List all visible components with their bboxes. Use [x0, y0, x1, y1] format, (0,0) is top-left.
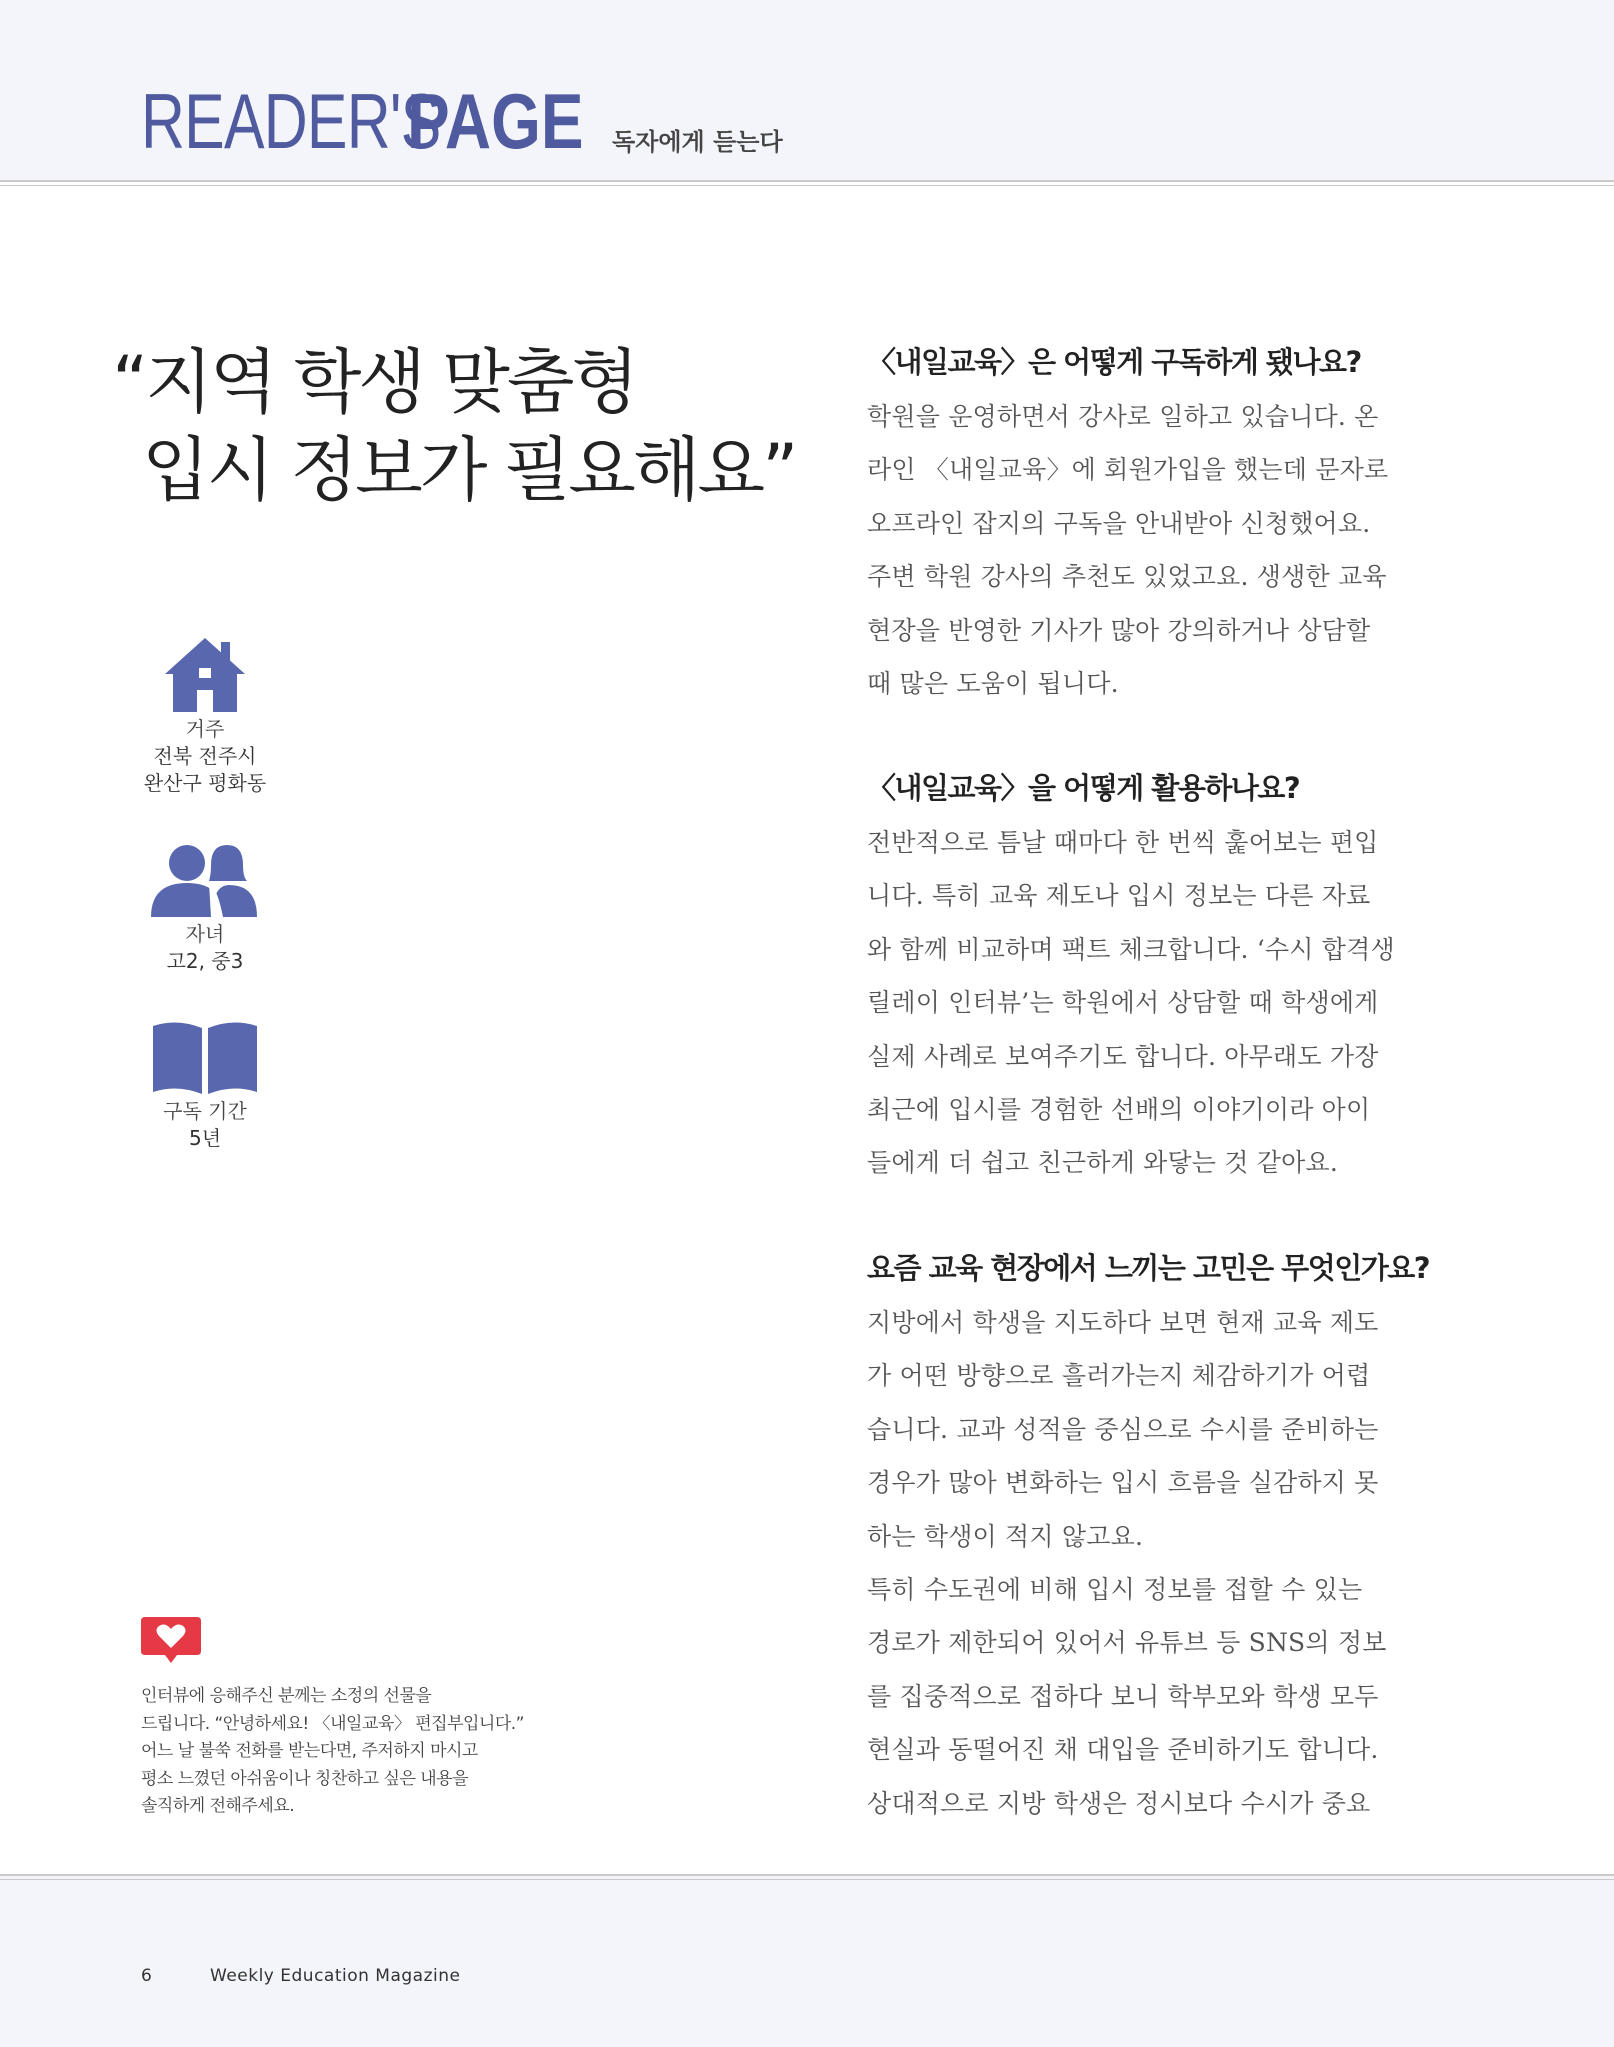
note-line: 평소 느꼈던 아쉬움이나 칭찬하고 싶은 내용을: [141, 1768, 469, 1789]
answer-line: 가 어떤 방향으로 흘러가는지 체감하기가 어렵: [867, 1361, 1371, 1391]
footer-divider-thin: [0, 1879, 1614, 1880]
header-divider-thin: [0, 185, 1614, 186]
answer-line: 경우가 많아 변화하는 입시 흐름을 실감하지 못: [867, 1468, 1379, 1498]
qa-section-2: [867, 768, 1447, 1190]
house-icon: [165, 638, 245, 712]
answer-line: 실제 사례로 보여주기도 합니다. 아무래도 가장: [867, 1041, 1379, 1071]
profile-subscription: [125, 1020, 285, 1152]
section-title-light: READER'S: [141, 77, 441, 165]
headline-line-2: 입시 정보가 필요해요”: [142, 429, 796, 511]
answer-line: 오프라인 잡지의 구독을 안내받아 신청했어요.: [867, 508, 1371, 538]
answer-line: 릴레이 인터뷰’는 학원에서 상담할 때 학생에게: [867, 988, 1379, 1018]
qa-section-1: [867, 342, 1447, 710]
people-icon: [151, 843, 259, 917]
magazine-name: Weekly Education Magazine: [210, 1966, 461, 1986]
headline-line-1: “지역 학생 맞춤형: [112, 341, 637, 423]
profile-children: [125, 843, 285, 975]
answer-line: 상대적으로 지방 학생은 정시보다 수시가 중요: [867, 1788, 1371, 1818]
answer-line: 라인 〈내일교육〉에 회원가입을 했는데 문자로: [867, 455, 1389, 485]
note-line: 솔직하게 전해주세요.: [141, 1796, 295, 1816]
answer-line: 현실과 동떨어진 채 대입을 준비하기도 합니다.: [867, 1735, 1379, 1765]
answer-line: 때 많은 도움이 됩니다.: [867, 669, 1119, 699]
page-number: 6: [141, 1966, 152, 1986]
book-icon: [151, 1020, 259, 1094]
page-footer: [0, 1874, 1614, 2047]
residence-label: 거주: [185, 717, 225, 741]
qa-answer: [867, 1296, 1447, 1830]
qa-section-3: [867, 1248, 1447, 1830]
answer-line: 학원을 운영하면서 강사로 일하고 있습니다. 온: [867, 402, 1379, 431]
qa-answer: [867, 816, 1447, 1190]
qa-question: 〈내일교육〉을 어떻게 활용하나요?: [867, 771, 1300, 805]
header-divider: [0, 180, 1614, 182]
answer-line: 습니다. 교과 성적을 중심으로 수시를 준비하는: [867, 1414, 1379, 1444]
qa-question: 요즘 교육 현장에서 느끼는 고민은 무엇인가요?: [867, 1251, 1430, 1285]
interview-note: [141, 1683, 541, 1821]
qa-answer: [867, 390, 1447, 710]
answer-line: 하는 학생이 적지 않고요.: [867, 1521, 1144, 1551]
children-value: 고2, 중3: [166, 949, 244, 973]
answer-line: 와 함께 비교하며 팩트 체크합니다. ‘수시 합격생: [867, 934, 1395, 964]
answer-line: 들에게 더 쉽고 친근하게 와닿는 것 같아요.: [867, 1148, 1338, 1178]
children-label: 자녀: [185, 922, 225, 946]
note-line: 드립니다. “안녕하세요! 〈내일교육〉 편집부입니다.”: [141, 1713, 524, 1734]
heart-speech-icon: [141, 1617, 201, 1669]
subscription-value: 5년: [188, 1126, 222, 1150]
answer-line: 현장을 반영한 기사가 많아 강의하거나 상담할: [867, 615, 1371, 645]
answer-line: 특히 수도권에 비해 입시 정보를 접할 수 있는: [867, 1575, 1363, 1605]
subscription-label: 구독 기간: [163, 1099, 247, 1123]
section-subtitle: 독자에게 듣는다: [612, 128, 783, 156]
section-title-bold: PAGE: [407, 77, 584, 165]
answer-line: 를 집중적으로 접하다 보니 학부모와 학생 모두: [867, 1681, 1379, 1711]
answer-line: 최근에 입시를 경험한 선배의 이야기이라 아이: [867, 1095, 1371, 1125]
note-line: 어느 날 불쑥 전화를 받는다면, 주저하지 마시고: [141, 1741, 478, 1761]
answer-line: 주변 학원 강사의 추천도 있었고요. 생생한 교육: [867, 562, 1387, 592]
answer-line: 전반적으로 틈날 때마다 한 번씩 훑어보는 편입: [867, 828, 1379, 857]
answer-line: 경로가 제한되어 있어서 유튜브 등 SNS의 정보: [867, 1628, 1387, 1658]
answer-line: 니다. 특히 교육 제도나 입시 정보는 다른 자료: [867, 881, 1371, 911]
qa-question: 〈내일교육〉은 어떻게 구독하게 됐나요?: [867, 345, 1361, 379]
profile-residence: [125, 638, 285, 797]
interview-headline: [112, 338, 812, 514]
note-line: 인터뷰에 응해주신 분께는 소정의 선물을: [141, 1686, 432, 1706]
residence-value: 전북 전주시 완산구 평화동: [143, 744, 267, 795]
footer-divider: [0, 1874, 1614, 1876]
answer-line: 지방에서 학생을 지도하다 보면 현재 교육 제도: [867, 1308, 1379, 1337]
